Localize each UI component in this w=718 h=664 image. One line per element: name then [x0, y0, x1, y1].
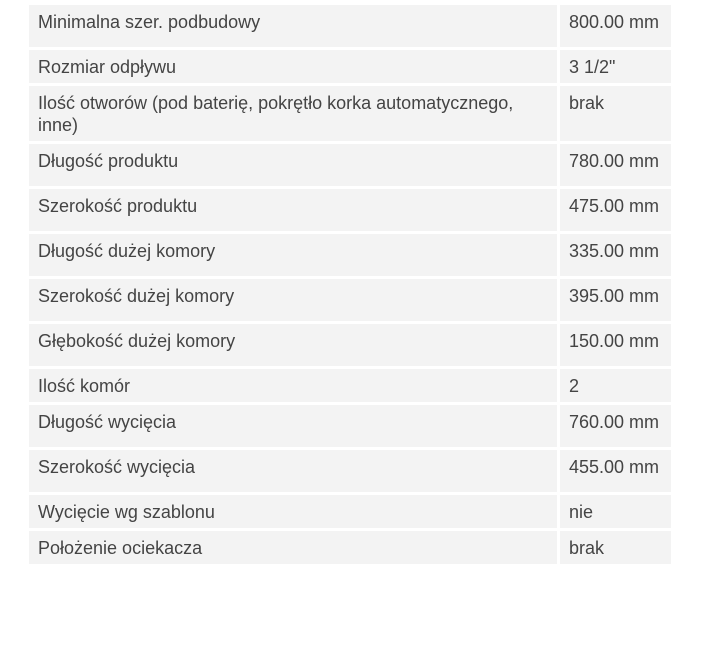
table-row	[29, 86, 671, 144]
spec-label: Ilość komór	[29, 369, 560, 405]
spec-label: Szerokość dużej komory	[29, 279, 560, 324]
table-row	[29, 405, 671, 450]
table-row	[29, 279, 671, 324]
spec-label: Głębokość dużej komory	[29, 324, 560, 369]
spec-label: Szerokość produktu	[29, 189, 560, 234]
spec-value: 395.00 mm	[560, 279, 671, 324]
spec-value: 800.00 mm	[560, 5, 671, 50]
table-row	[29, 531, 671, 567]
spec-value: 475.00 mm	[560, 189, 671, 234]
spec-value: 780.00 mm	[560, 144, 671, 189]
spec-label: Rozmiar odpływu	[29, 50, 560, 86]
spec-value: 335.00 mm	[560, 234, 671, 279]
table-row	[29, 50, 671, 86]
table-row	[29, 144, 671, 189]
table-row	[29, 5, 671, 50]
product-spec-table	[29, 5, 671, 567]
table-row	[29, 495, 671, 531]
spec-label: Długość wycięcia	[29, 405, 560, 450]
table-row	[29, 234, 671, 279]
spec-label: Minimalna szer. podbudowy	[29, 5, 560, 50]
spec-label: Szerokość wycięcia	[29, 450, 560, 495]
table-row	[29, 369, 671, 405]
spec-label: Długość dużej komory	[29, 234, 560, 279]
spec-value: brak	[560, 86, 671, 144]
table-row	[29, 189, 671, 234]
table-row	[29, 324, 671, 369]
spec-value: 760.00 mm	[560, 405, 671, 450]
spec-value: nie	[560, 495, 671, 531]
spec-label: Wycięcie wg szablonu	[29, 495, 560, 531]
spec-value: brak	[560, 531, 671, 567]
table-row	[29, 450, 671, 495]
spec-label: Ilość otworów (pod baterię, pokrętło korka automatycznego, inne)	[29, 86, 560, 144]
spec-value: 455.00 mm	[560, 450, 671, 495]
spec-value: 150.00 mm	[560, 324, 671, 369]
spec-label: Położenie ociekacza	[29, 531, 560, 567]
spec-label: Długość produktu	[29, 144, 560, 189]
spec-value: 2	[560, 369, 671, 405]
spec-value: 3 1/2"	[560, 50, 671, 86]
